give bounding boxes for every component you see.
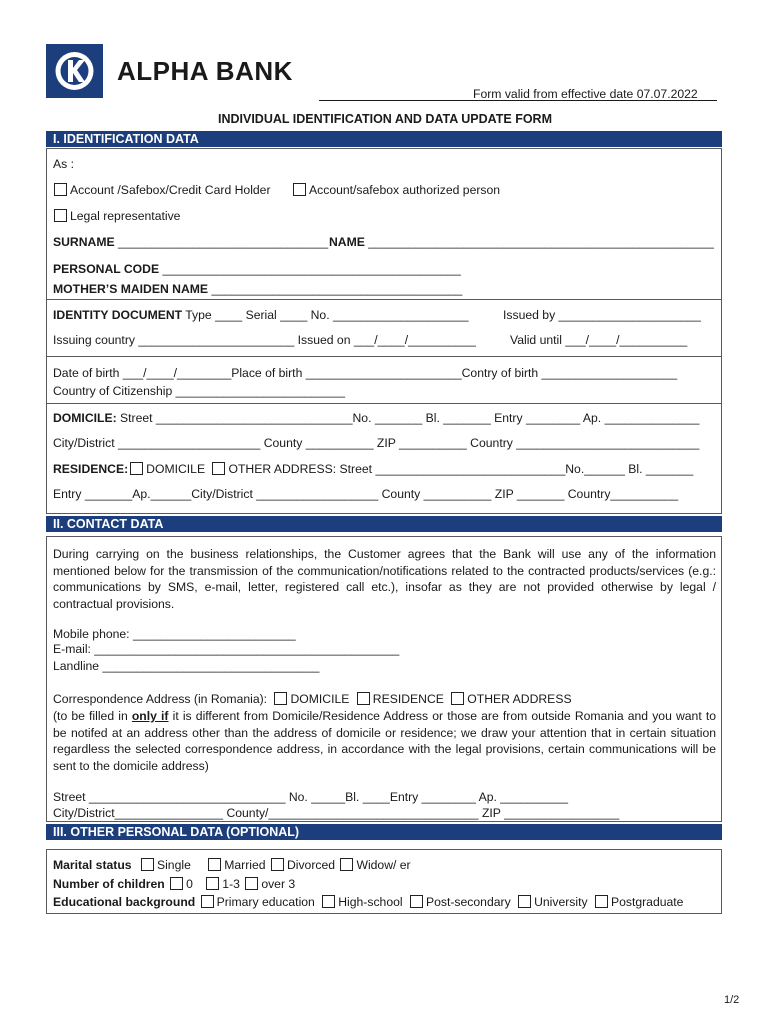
- page-number: 1/2: [724, 994, 740, 1006]
- landline-field[interactable]: Landline ________________________________: [53, 659, 320, 673]
- authorized-option[interactable]: Account/safebox authorized person: [293, 183, 500, 197]
- corr-street-field[interactable]: Street _____________________________ No. _____Bl. ____Entry ________ Ap. __________: [53, 790, 569, 804]
- personal-code-field[interactable]: PERSONAL CODE ____________________________________________: [53, 262, 461, 276]
- name-field[interactable]: NAME ___________________________________________________: [329, 235, 714, 249]
- high-school-checkbox[interactable]: [322, 895, 335, 908]
- mother-maiden-name-field[interactable]: MOTHER’S MAIDEN NAME _____________________________________: [53, 282, 463, 296]
- children-0-checkbox[interactable]: [170, 877, 183, 890]
- alpha-bank-logo: [46, 44, 103, 98]
- valid-until-field[interactable]: Valid until ___/____/__________: [510, 333, 688, 347]
- university-checkbox[interactable]: [518, 895, 531, 908]
- corr-residence-checkbox[interactable]: [357, 692, 370, 705]
- residence-entry-field[interactable]: Entry _______Ap.______City/District __________________ County __________ ZIP _______ Country__________: [53, 487, 679, 501]
- divider: [46, 356, 722, 357]
- issuing-country-field[interactable]: Issuing country _______________________ Issued on ___/____/__________: [53, 333, 476, 347]
- residence-field[interactable]: RESIDENCE: DOMICILE OTHER ADDRESS: Street ____________________________No.______ Bl. _______: [53, 462, 694, 476]
- holder-option[interactable]: Account /Safebox/Credit Card Holder: [54, 183, 271, 197]
- divider: [46, 299, 722, 300]
- email-field[interactable]: E-mail: _____________________________________________: [53, 642, 400, 656]
- post-secondary-checkbox[interactable]: [410, 895, 423, 908]
- as-label: As :: [53, 157, 74, 171]
- valid-date: Form valid from effective date 07.07.2022: [473, 87, 698, 101]
- mobile-phone-field[interactable]: Mobile phone: ________________________: [53, 627, 296, 641]
- corr-other-checkbox[interactable]: [451, 692, 464, 705]
- correspondence-note: (to be filled in only if it is different from Domicile/Residence Address or those are from outside Romania and you want to be notifed at an address other than the address of domicile or residence; we draw your attention that in certain situation regardless the selected correspondence address, in accordance with the legal provisions, certain communications will be sent to the domicile address): [53, 709, 717, 773]
- residence-other-checkbox[interactable]: [212, 462, 225, 475]
- holder-checkbox[interactable]: [54, 183, 67, 196]
- citizenship-field[interactable]: Country of Citizenship _________________________: [53, 384, 346, 398]
- divorced-checkbox[interactable]: [271, 858, 284, 871]
- section-other-data-heading: III. OTHER PERSONAL DATA (OPTIONAL): [46, 824, 722, 840]
- primary-education-checkbox[interactable]: [201, 895, 214, 908]
- legal-rep-option[interactable]: Legal representative: [54, 209, 180, 223]
- domicile-street-field[interactable]: DOMICILE: Street _____________________________No. _______ Bl. _______ Entry ________ Ap. ______________: [53, 411, 700, 425]
- section-identification-heading: I. IDENTIFICATION DATA: [46, 131, 722, 147]
- contact-agreement-text: During carrying on the business relationships, the Customer agrees that the Bank will use any of the information mentioned below for the transmission of the communication/notifications related to the contracted products/services (e.g.: communications by SMS, e-mail, letter, registered call etc.), insofar as they are not provided otherwise by legal / contractual provisions.: [53, 547, 716, 611]
- section-contact-heading: II. CONTACT DATA: [46, 516, 722, 532]
- surname-field[interactable]: SURNAME _______________________________: [53, 235, 329, 249]
- correspondence-address: Correspondence Address (in Romania): DOMICILE RESIDENCE OTHER ADDRESS: [53, 692, 572, 706]
- children-1-3-checkbox[interactable]: [206, 877, 219, 890]
- domicile-city-field[interactable]: City/District _____________________ County __________ ZIP __________ Country ___________________________: [53, 436, 700, 450]
- postgraduate-checkbox[interactable]: [595, 895, 608, 908]
- corr-domicile-checkbox[interactable]: [274, 692, 287, 705]
- widow-checkbox[interactable]: [340, 858, 353, 871]
- issued-by-field[interactable]: Issued by _____________________: [503, 308, 701, 322]
- children-row: Number of children 0 1-3 over 3: [53, 877, 296, 891]
- children-over-3-checkbox[interactable]: [245, 877, 258, 890]
- divider: [46, 403, 722, 404]
- identification-box: [46, 148, 722, 514]
- education-row: Educational background Primary education High-school Post-secondary University Postgraduate: [53, 895, 684, 909]
- single-checkbox[interactable]: [141, 858, 154, 871]
- identity-document-field[interactable]: IDENTITY DOCUMENT Type ____ Serial ____ No. ____________________: [53, 308, 469, 322]
- birth-field[interactable]: Date of birth ___/____/________Place of birth _______________________Contry of birth ____________________: [53, 366, 678, 380]
- legal-rep-checkbox[interactable]: [54, 209, 67, 222]
- marital-status-row: Marital status Single Married Divorced Widow/ er: [53, 858, 411, 872]
- married-checkbox[interactable]: [208, 858, 221, 871]
- residence-domicile-checkbox[interactable]: [130, 462, 143, 475]
- form-title: INDIVIDUAL IDENTIFICATION AND DATA UPDATE FORM: [217, 112, 552, 126]
- corr-city-field[interactable]: City/District________________ County/_______________________________ ZIP _________________: [53, 806, 620, 820]
- authorized-checkbox[interactable]: [293, 183, 306, 196]
- brand-name: ALPHA BANK: [117, 56, 293, 86]
